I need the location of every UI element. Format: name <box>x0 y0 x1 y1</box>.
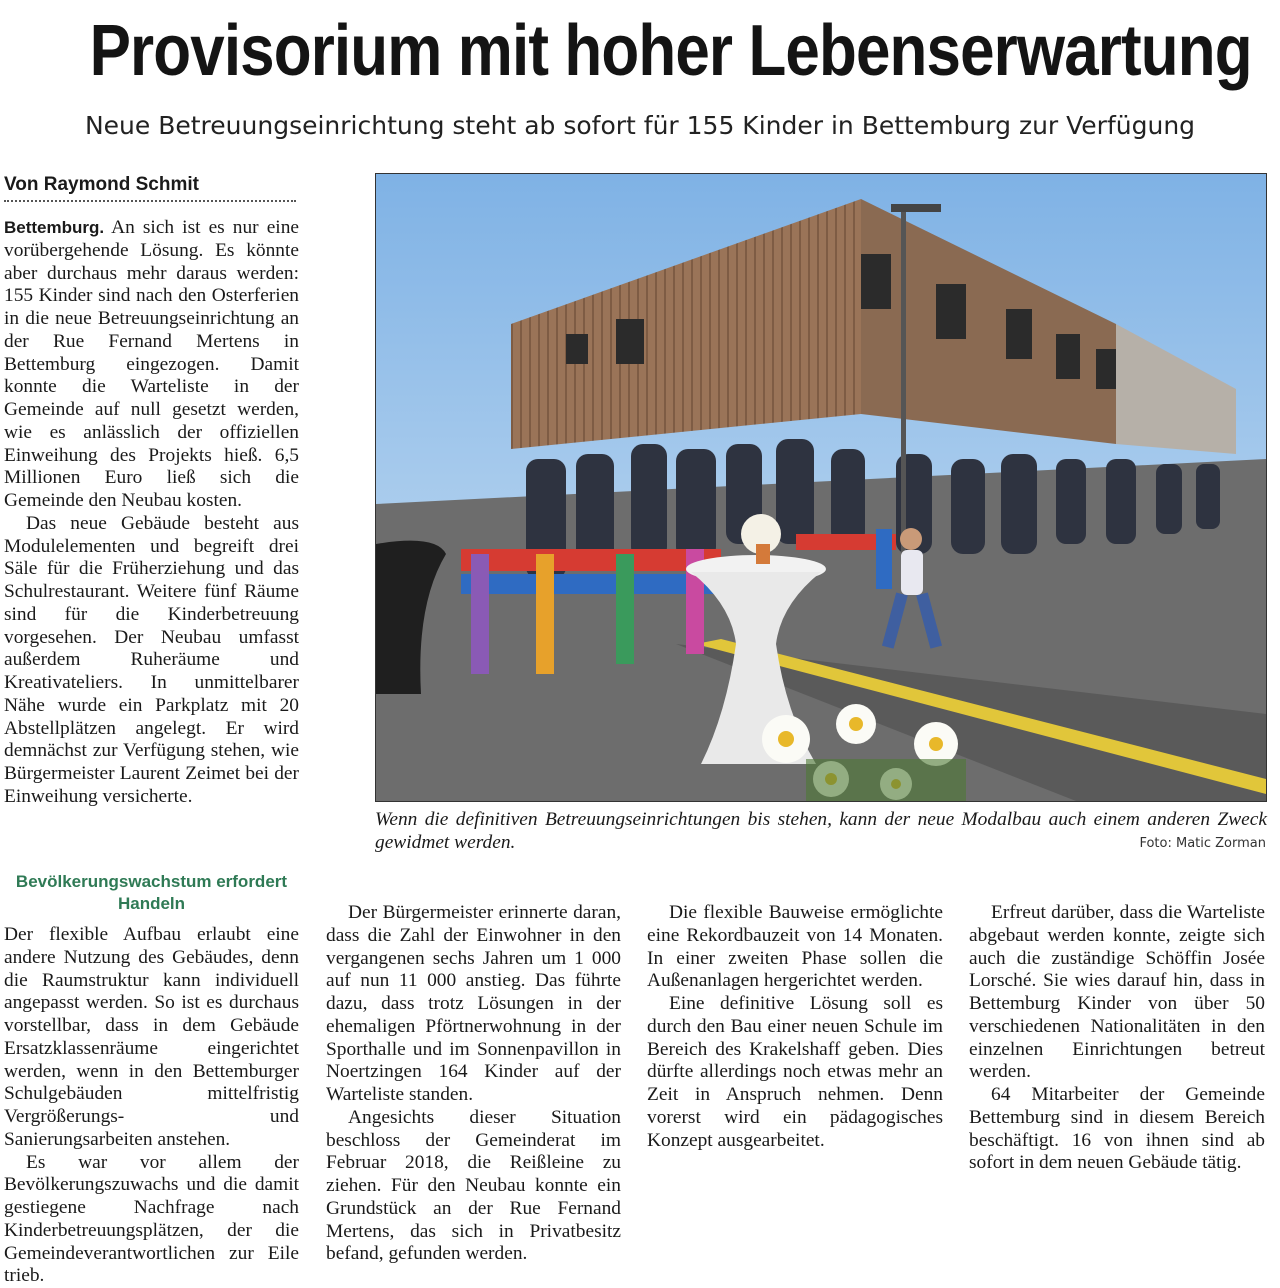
article-paragraph: Angesichts dieser Situation beschloss der Gemeinderat im Februar 2018, die Reißleine zu ziehen. Für den Neubau konnte ein Grundstück an der Rue Fernand Mertens, das sich in Privatbesitz befand, gefunden werden. <box>326 1107 621 1266</box>
intro-paragraph <box>4 217 299 513</box>
article-column-4 <box>969 902 1265 1175</box>
photo-credit: Foto: Matic Zorman <box>1139 836 1266 851</box>
dateline: Bettemburg. <box>4 218 104 237</box>
article-paragraph: Die flexible Bauweise ermöglichte eine Rekordbauzeit von 14 Monaten. In einer zweiten Phase sollen die Außenanlagen hergerichtet werden. <box>647 902 943 993</box>
article-paragraph: Eine definitive Lösung soll es durch den Bau einer neuen Schule im Bereich des Krakelshaff geben. Dies dürfte allerdings noch etwas mehr an Zeit in Anspruch nehmen. Denn vorerst wird ein pädagogisches Konzept ausgearbeitet. <box>647 993 943 1152</box>
article-photo <box>375 173 1267 802</box>
lamp-head <box>891 204 941 212</box>
subheadline: Neue Betreuungseinrichtung steht ab sofort für 155 Kinder in Bettemburg zur Verfügung <box>0 108 1280 144</box>
article-paragraph: Es war vor allem der Bevölkerungszuwachs und die damit gestiegene Nachfrage nach Kinderbetreuungsplätzen, der die Gemeindeverantwortlichen zur Eile trieb. <box>4 1152 299 1288</box>
article-column-1-continued <box>4 924 299 1288</box>
article-column-3 <box>647 902 943 1152</box>
article-paragraph: 64 Mitarbeiter der Gemeinde Bettemburg sind in diesem Bereich beschäftigt. 16 von ihnen sind ab sofort in dem neuen Gebäude tätig. <box>969 1084 1265 1175</box>
article-paragraph: Der flexible Aufbau erlaubt eine andere Nutzung des Gebäudes, denn die Raumstruktur kann individuell angepasst werden. So ist es durchaus vorstellbar, dass in dem Gebäude Ersatzklassenräume eingerichtet werden, wenn in den Bettemburger Schulgebäuden mittelfristig Vergrößerungs- und Sanierungsarbeiten anstehen. <box>4 924 299 1152</box>
article-paragraph: Erfreut darüber, dass die Warteliste abgebaut werden konnte, zeigte sich auch die zuständige Schöffin Josée Lorsché. Sie wies darauf hin, dass in Bettemburg Kinder von über 50 verschiedenen Nationalitäten in den einzelnen Einrichtungen betreut werden. <box>969 902 1265 1084</box>
article-paragraph: Der Bürgermeister erinnerte daran, dass die Zahl der Einwohner in den vergangenen sechs Jahren um 1 000 auf nun 11 000 anstieg. Das führte dazu, dass trotz Lösungen in der ehemaligen Pförtnerwohnung in der Sporthalle und im Sonnenpavillon in Noertzingen 164 Kinder auf der Warteliste standen. <box>326 902 621 1107</box>
section-subheading: Bevölkerungswachstum erfordert Handeln <box>4 871 299 915</box>
photo-caption: Wenn die definitiven Betreuungseinrichtungen bis stehen, kann der neue Modalbau auch einem anderen Zweck gewidmet werden. <box>375 809 1267 855</box>
article-column-1 <box>4 217 299 809</box>
pot <box>756 544 770 564</box>
article-paragraph: Das neue Gebäude besteht aus Modulelementen und begreift drei Säle für die Früherziehung und das Schulrestaurant. Weitere fünf Räume sind für die Kinderbetreuung vorgesehen. Der Neubau umfasst außerdem Ruheräume und Kreativateliers. In unmittelbarer Nähe wurde ein Parkplatz mit 20 Abstellplätzen angelegt. Er wird demnächst zur Verfügung stehen, wie Bürgermeister Laurent Zeimet bei der Einweihung versicherte. <box>4 513 299 809</box>
headline: Provisorium mit hoher Lebenserwartung <box>90 8 1191 94</box>
photo-illustration <box>376 174 1266 801</box>
intro-text: An sich ist es nur eine vorübergehende Lösung. Es könnte aber durchaus mehr daraus werden: 155 Kinder sind nach den Osterferien in die neue Betreuungseinrichtung an der Rue Fernand Mertens in Bettemburg eingezogen. Damit konnte die Warteliste in der Gemeinde auf null gesetzt werden, wie es anlässlich der offiziellen Einweihung des Projekts hieß. 6,5 Millionen Euro ließ sich die Gemeinde den Neubau kosten. <box>4 217 299 511</box>
byline: Von Raymond Schmit <box>4 172 296 202</box>
article-column-2 <box>326 902 621 1266</box>
